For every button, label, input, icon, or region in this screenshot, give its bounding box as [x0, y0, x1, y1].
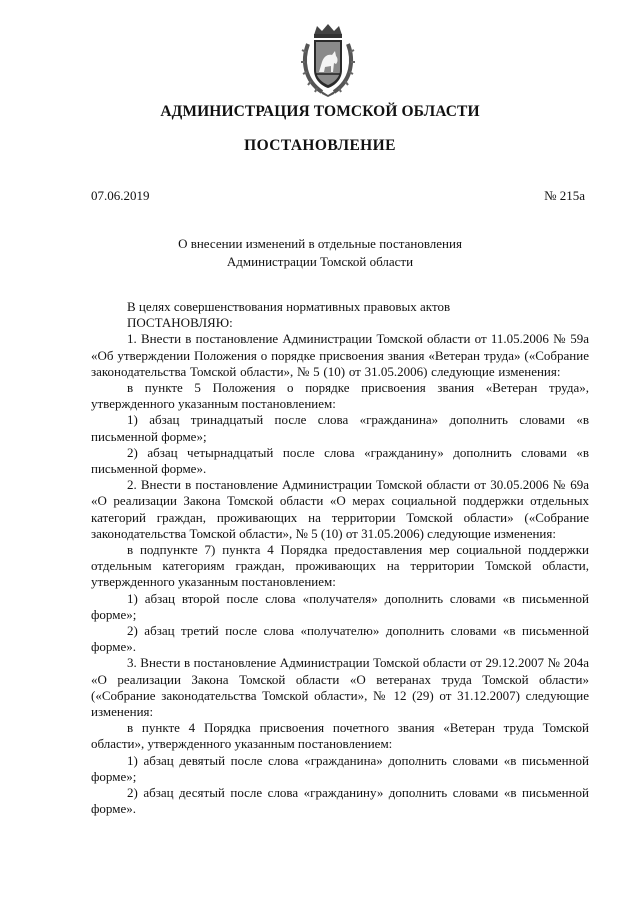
tomsk-oblast-coat-of-arms-icon: [300, 22, 356, 98]
item-2-subitem-2: 2) абзац третий после слова «получателю» дополнить словами «в письменной форме».: [91, 623, 589, 655]
document-date: 07.06.2019: [91, 188, 150, 203]
item-1-subitem-1: 1) абзац тринадцатый после слова «гражданина» дополнить словами «в письменной форме»;: [91, 412, 589, 444]
item-2-subitem-1: 1) абзац второй после слова «получателя» дополнить словами «в письменной форме»;: [91, 590, 589, 622]
preamble-paragraph: В целях совершенствования нормативных правовых актов: [127, 299, 451, 314]
document-subject: [0, 235, 640, 271]
subject-line: О внесении изменений в отдельные постановления: [178, 236, 462, 251]
document-type-title: ПОСТАНОВЛЕНИЕ: [244, 137, 396, 154]
item-2-paragraph: 2. Внести в постановление Администрации Томской области от 30.05.2006 № 69а «О реализации Закона Томской области «О мерах социальной поддержки отдельных категорий граждан, проживающих на территории Томской области» («Собрание законодательства Томской области», № 5 (10) от 31.05.2006) следующие изменения:: [91, 477, 589, 541]
document-body: [91, 299, 589, 818]
item-3-subitem-1: 1) абзац девятый после слова «гражданина» дополнить словами «в письменной форме»;: [91, 752, 589, 784]
item-1-subitem-2: 2) абзац четырнадцатый после слова «гражданину» дополнить словами «в письменной форме».: [91, 444, 589, 477]
subject-line: Администрации Томской области: [226, 254, 414, 269]
item-1-clause-intro: в пункте 5 Положения о порядке присвоения звания «Ветеран труда», утвержденного указанным постановлением:: [91, 380, 589, 412]
item-2-clause-intro: в подпункте 7) пункта 4 Порядка предоставления мер социальной поддержки отдельным категориям граждан, проживающих на территории Томской области, утвержденного указанным постановлением:: [91, 542, 589, 590]
item-3-subitem-2: 2) абзац десятый после слова «гражданину» дополнить словами «в письменной форме».: [91, 785, 589, 817]
document-number: № 215а: [544, 188, 585, 203]
item-1-paragraph: 1. Внести в постановление Администрации Томской области от 11.05.2006 № 59а «Об утверждении Положения о порядке присвоения звания «Ветеран труда» («Собрание законодательства Томской области», № 5 (10) от 31.05.2006) следующие изменения:: [91, 331, 589, 379]
resolve-keyword: ПОСТАНОВЛЯЮ:: [127, 315, 233, 331]
item-3-paragraph: 3. Внести в постановление Администрации Томской области от 29.12.2007 № 204а «О реализации Закона Томской области «О ветеранах труда Томской области» («Собрание законодательства Томской области», № 12 (29) от 31.12.2007) следующие изменения:: [91, 655, 589, 720]
organization-title: АДМИНИСТРАЦИЯ ТОМСКОЙ ОБЛАСТИ: [160, 103, 480, 120]
item-3-clause-intro: в пункте 4 Порядка присвоения почетного звания «Ветеран труда Томской области», утвержденного указанным постановлением:: [91, 720, 589, 752]
